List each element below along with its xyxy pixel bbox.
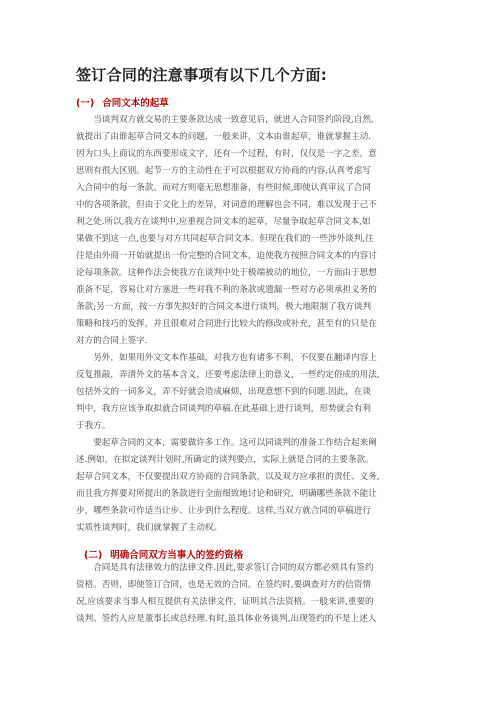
text-line: 实质性谈判时，我们就掌握了主动权。	[76, 523, 223, 533]
text-line: 论每项条款。这种作法会使我方在谈判中处于极端被动的地位，一方面由于思想	[76, 268, 377, 278]
text-line: 思则有很大区别。起节一方的主动性在于可以根据双方协商的内容,认真考虑写	[76, 166, 371, 176]
document-title: 签订合同的注意事项有以下几个方面:	[76, 66, 328, 84]
text-line: 合同是具有法律效力的法律文件.因此,要求签订合同的双方都必须具有签约	[76, 563, 374, 573]
section-heading-text-1: 合同文本的起草	[102, 98, 169, 109]
text-line: 述.例如，在拟定谈判计划时,所确定的谈判要点，实际上就是合同的主要条款。	[76, 455, 374, 465]
text-line: 当谈判双方就交易的主要条款达成一致意见后，就进入合同签约阶段,自然,	[76, 115, 374, 125]
section-heading-text-2: 明确合同双方当事人的签约资格	[110, 550, 244, 561]
text-line: 而且我方挥要对所提出的条款进行全面细致地讨论和研究，明确哪些条款不能让	[76, 489, 377, 499]
text-line: 利之处.所以,我方在谈判中,应重视合同文本的起草，尽量争取起草合同文本,如	[76, 217, 371, 227]
section-heading-1	[76, 95, 169, 109]
text-line: 往是由外商一开始就提出一份完整的合同文本，迫使我方按照合同文本的内容讨	[76, 251, 377, 261]
text-line: 要起草合同的文本，需要做许多工作。这可以同谈判的准备工作结合起来阐	[76, 438, 377, 448]
text-line: 资格。否则，即使签订合同，也是无效的合同。在签约时,要调查对方的信资情	[76, 580, 371, 590]
text-line: 于我方。	[76, 421, 111, 431]
text-line: 条款;另一方面，按一方事先拟好的合同文本进行谈判，极大地限制了我方谈判	[76, 302, 372, 312]
text-line: 策略和技巧的发挥，并且很难对合同进行比较大的修改或补充，甚至有的只是在	[76, 319, 377, 329]
text-line: 包括外文的一词多义，弄不好就会造成麻烦，出现意想不到的问题.因此，在谈	[76, 387, 371, 397]
text-line: 谈判、签约人应是董事长或总经理.有时,虽具体业务谈判,出现签约的不是上述人	[76, 614, 377, 624]
text-line: 中的各项条款，但由于文化上的差异，对词意的理解也会不同，难以发现于己不	[76, 200, 377, 210]
section-body-2	[76, 560, 420, 628]
text-line: 入合同中的每一条款。而对方则毫无思想准备，有些时候,即使认真审议了合同	[76, 183, 371, 193]
text-line: 对方的合同上签字.	[76, 336, 148, 346]
text-line: 步，哪些条款可作适当让步、让步到什么程度。这样,当双方就合同的草稿进行	[76, 506, 371, 516]
text-line: 就提出了由谁起草合同文本的问题，一般来讲，文本由谁起草，谁就掌握主动.	[76, 132, 371, 142]
text-line: 果做不到这一点,也要与对方共同起草合同文本。但现在我们的一些涉外谈判,往	[76, 234, 374, 244]
text-line: 因为口头上商议的东西要形成文字，还有一个过程，有时，仅仅是一字之差，意	[76, 149, 377, 159]
section-number-2: (二)	[84, 550, 103, 561]
section-heading-2	[84, 547, 243, 561]
text-line: 起草合同文本，不仅要提出双方协商的合同条款，以及双方应承担的责任、义务,	[76, 472, 380, 482]
text-line: 况,应该要求当事人相互提供有关法律文件，证明其合法资格。一般来讲,重要的	[76, 597, 374, 607]
text-line: 另外，如果用外文文本作基础，对我方也有诸多不利，不仅要在翻译内容上	[76, 353, 377, 363]
text-line: 反复推敲，弄清外文的基本含义，还要考虑法律上的意义，一些约定俗成的用法,	[76, 370, 380, 380]
section-body-1	[76, 112, 420, 537]
text-line: 准备不足，容易让对方塞进一些对我不利的条款或遗漏一些对方必须承担义务的	[76, 285, 377, 295]
section-number-1: (一)	[76, 98, 95, 109]
text-line: 判中，我方应该争取拟就合同谈判的草稿.在此基础上进行谈判，形势就会有利	[76, 404, 371, 414]
